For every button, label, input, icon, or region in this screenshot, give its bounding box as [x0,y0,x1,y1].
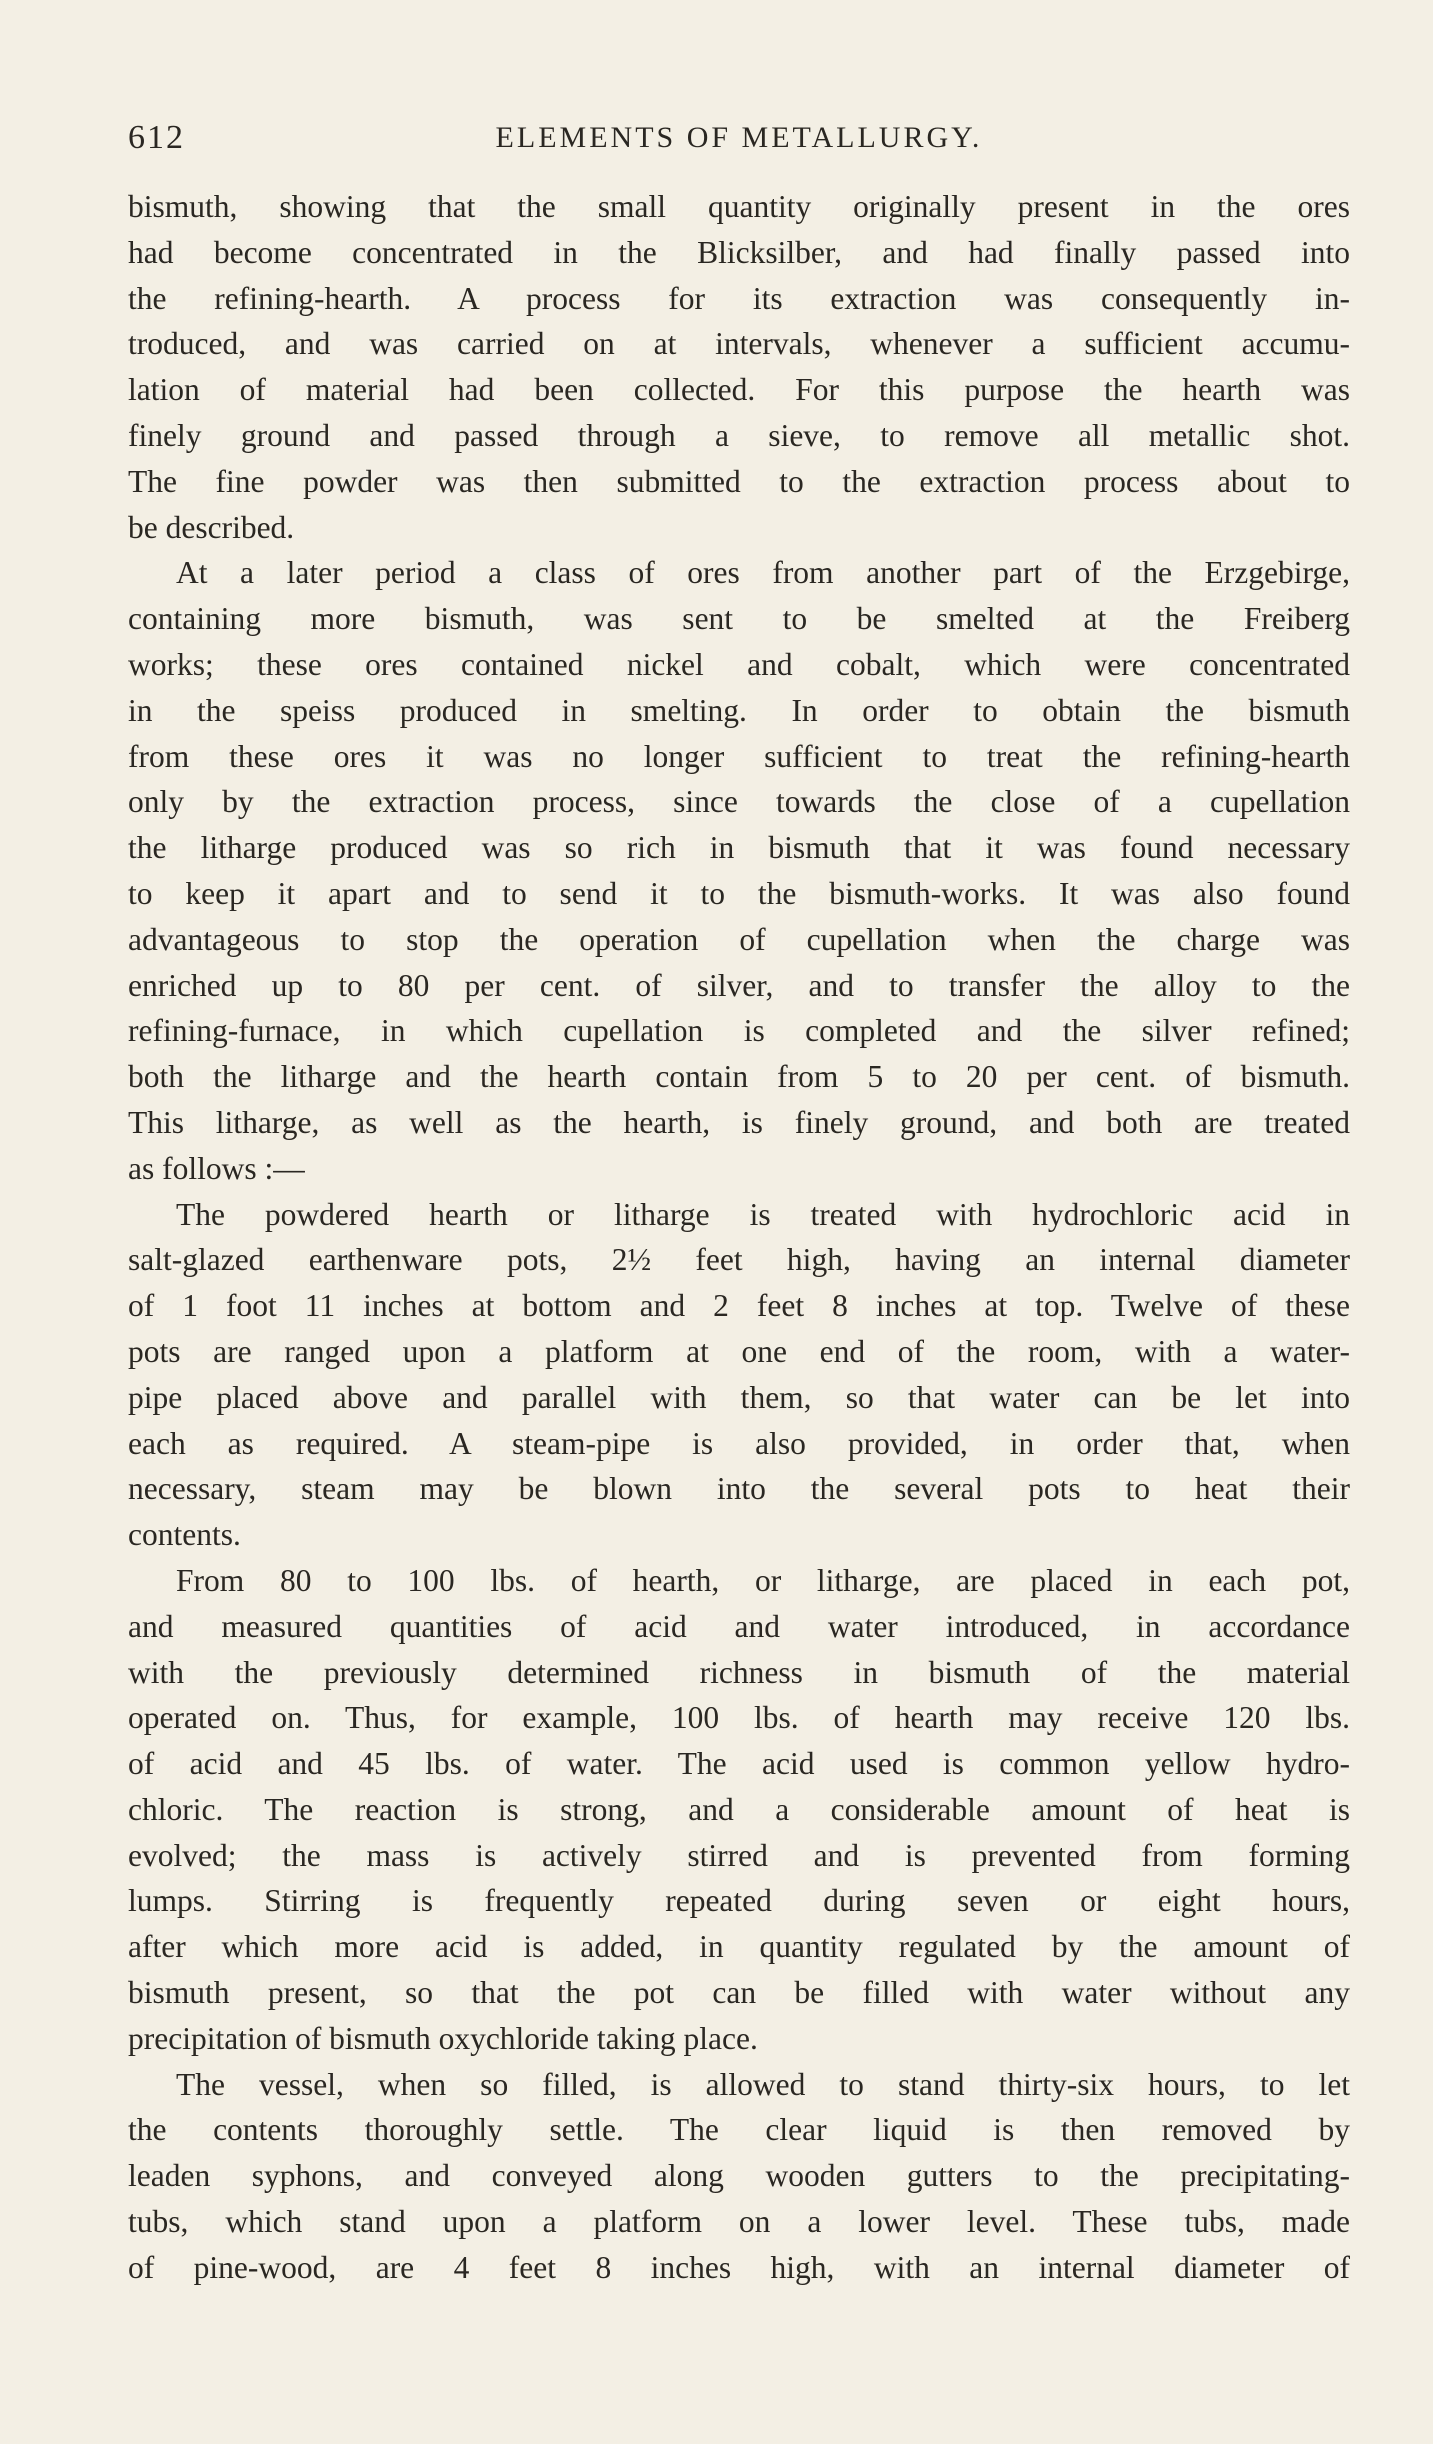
text-line: This litharge, as well as the hearth, is finely ground, and both are treated [128,1104,1350,1140]
text-line: with the previously determined richness in bismuth of the material [128,1654,1350,1690]
text-line: the contents thoroughly settle. The clear liquid is then removed by [128,2112,1350,2148]
text-line: to keep it apart and to send it to the bismuth-works. It was also found [128,875,1350,911]
text-line: The vessel, when so filled, is allowed to stand thirty-six hours, to let [176,2066,1350,2102]
text-line: enriched up to 80 per cent. of silver, and to transfer the alloy to the [128,967,1350,1003]
running-head: ELEMENTS OF METALLURGY. [495,121,983,154]
text-line: works; these ores contained nickel and cobalt, which were concentrated [128,646,1350,682]
text-line: troduced, and was carried on at intervals, whenever a sufficient accumu- [128,326,1350,362]
text-line: refining-furnace, in which cupellation is completed and the silver refined; [128,1013,1350,1049]
text-line: of pine-wood, are 4 feet 8 inches high, with an internal diameter of [128,2249,1350,2285]
text-line: evolved; the mass is actively stirred and is prevented from forming [128,1837,1350,1873]
text-line: salt-glazed earthenware pots, 2½ feet high, having an internal diameter [128,1242,1350,1278]
text-line: tubs, which stand upon a platform on a lower level. These tubs, made [128,2204,1350,2240]
text-line: had become concentrated in the Blicksilber, and had finally passed into [128,234,1350,270]
text-line: pots are ranged upon a platform at one end of the room, with a water- [128,1333,1350,1369]
text-line: leaden syphons, and conveyed along wooden gutters to the precipitating- [128,2158,1350,2194]
text-line: be described. [128,509,295,545]
text-line: advantageous to stop the operation of cupellation when the charge was [128,921,1350,957]
text-line: and measured quantities of acid and water introduced, in accordance [128,1608,1350,1644]
text-line: the refining-hearth. A process for its extraction was consequently in- [128,280,1350,316]
body-text [128,184,1350,2291]
text-line: from these ores it was no longer sufficient to treat the refining-hearth [128,738,1350,774]
text-line: operated on. Thus, for example, 100 lbs. of hearth may receive 120 lbs. [128,1700,1350,1736]
text-line: lation of material had been collected. For this purpose the hearth was [128,372,1350,408]
text-line: pipe placed above and parallel with them, so that water can be let into [128,1379,1350,1415]
text-line: each as required. A steam-pipe is also provided, in order that, when [128,1425,1350,1461]
text-line: the litharge produced was so rich in bismuth that it was found necessary [128,830,1350,866]
page-header [128,112,1350,164]
text-line: bismuth present, so that the pot can be filled with water without any [128,1975,1350,2011]
text-line: as follows :— [128,1150,305,1186]
text-line: containing more bismuth, was sent to be smelted at the Freiberg [128,601,1350,637]
page-number: 612 [128,119,185,156]
text-line: of acid and 45 lbs. of water. The acid used is common yellow hydro- [128,1746,1350,1782]
text-line: after which more acid is added, in quantity regulated by the amount of [128,1929,1350,1965]
text-line: The powdered hearth or litharge is treated with hydrochloric acid in [176,1196,1350,1232]
text-line: bismuth, showing that the small quantity originally present in the ores [128,189,1350,224]
text-line: necessary, steam may be blown into the several pots to heat their [128,1471,1350,1507]
text-line: At a later period a class of ores from another part of the Erzgebirge, [176,555,1350,591]
text-line: chloric. The reaction is strong, and a considerable amount of heat is [128,1791,1350,1827]
text-line: in the speiss produced in smelting. In order to obtain the bismuth [128,692,1350,728]
text-line: finely ground and passed through a sieve, to remove all metallic shot. [128,417,1350,453]
text-line: only by the extraction process, since towards the close of a cupellation [128,784,1350,820]
text-line: lumps. Stirring is frequently repeated during seven or eight hours, [128,1883,1350,1919]
text-line: contents. [128,1517,241,1553]
text-line: of 1 foot 11 inches at bottom and 2 feet 8 inches at top. Twelve of these [128,1288,1350,1324]
text-line: The fine powder was then submitted to the extraction process about to [128,463,1350,499]
text-line: both the litharge and the hearth contain from 5 to 20 per cent. of bismuth. [128,1059,1350,1095]
text-line: precipitation of bismuth oxychloride taking place. [128,2020,758,2056]
text-line: From 80 to 100 lbs. of hearth, or litharge, are placed in each pot, [176,1562,1350,1598]
